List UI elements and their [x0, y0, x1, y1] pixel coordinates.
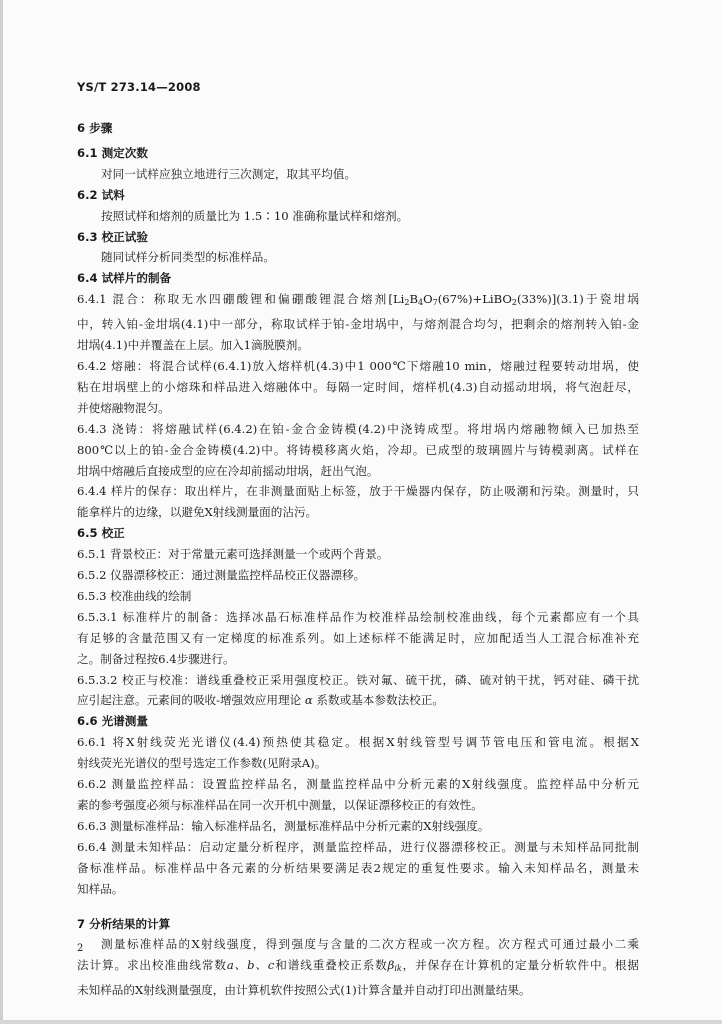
- subscript: 4: [417, 298, 424, 308]
- section-6-2-text: 按照试样和熔剂的质量比为 1.5∶10 准确称量试样和熔剂。: [101, 208, 409, 223]
- section-7-line-3: 未知样品的X射线测量强度，由计算机软件按照公式(1)计算含量并自动打印出测量结果。: [77, 983, 531, 998]
- section-6-4-4-line-1: 6.4.4 样片的保存：取出样片，在非测量面贴上标签，放于干燥器内保存，防止吸潮和污染。测量时，只: [77, 484, 639, 499]
- page-body: [77, 118, 639, 1001]
- section-6-5-title: 6.5 校正: [77, 526, 125, 541]
- section-6-6-1-line-1: 6.6.1 将X射线荧光光谱仪(4.4)预热使其稳定。根据X射线管型号调节管电压和管电流。根据X: [77, 735, 639, 750]
- section-6-6-4-line-3: 知样品。: [77, 881, 124, 896]
- text: ，并保存在计算机的定量分析软件中。根据: [401, 958, 639, 973]
- text: (67%)+LiBO: [437, 292, 512, 307]
- abc-symbols: a、b、c: [226, 958, 275, 973]
- section-6-4-4-line-2: 能拿样片的边缘，以避免X射线测量面的沾污。: [77, 505, 318, 520]
- section-6-5-3-1-line-3: 之。制备过程按6.4步骤进行。: [77, 651, 235, 666]
- section-7-title: 7 分析结果的计算: [77, 916, 171, 931]
- section-6-5-3-2-line-2: [77, 690, 639, 711]
- scan-bottom-edge: [0, 1020, 722, 1024]
- section-6-1-title: 6.1 测定次数: [77, 145, 148, 160]
- section-6-6-2-line-2: 素的参考强度必须与标准样品在同一次开机中测量，以保证漂移校正的有效性。: [77, 798, 483, 812]
- section-6-4-1-line-1: [77, 289, 639, 314]
- text: O: [423, 292, 433, 307]
- text: 法计算。求出校准曲线常数: [77, 958, 227, 973]
- section-6-4-2-line-1: 6.4.2 熔融：将混合试样(6.4.1)放入熔样机(4.3)中1 000℃下熔融10 min，熔融过程要转动坩埚，使: [77, 358, 639, 373]
- section-6-3-title: 6.3 校正试验: [77, 229, 148, 244]
- text: 和谱线重叠校正系数: [274, 958, 388, 973]
- section-6-6-1-line-2: 射线荧光光谱仪的型号选定工作参数(见附录A)。: [77, 756, 327, 771]
- text: B: [409, 292, 418, 307]
- section-6-2-title: 6.2 试料: [77, 187, 125, 202]
- standard-code: YS/T 273.14—2008: [77, 80, 201, 94]
- alpha-symbol: α: [304, 693, 313, 708]
- scan-edge: [0, 0, 3, 1024]
- section-6-5-3-1-line-1: 6.5.3.1 标准样片的制备：选择冰晶石标准样品作为校准样品绘制校准曲线，每个元素都应有一个具: [77, 609, 639, 624]
- page-number: 2: [77, 943, 84, 954]
- text: (33%)](3.1)于瓷坩埚: [516, 292, 639, 307]
- section-6-title: 6 步骤: [77, 121, 113, 135]
- section-6-4-1-line-2: 中，转入铂-金坩埚(4.1)中一部分，称取试样于铂-金坩埚中，与熔剂混合均匀，把剩余的熔剂转入铂-金: [77, 317, 639, 332]
- section-6-4-3-line-1: 6.4.3 浇铸：将熔融试样(6.4.2)在铂-金合金铸模(4.2)中浇铸成型。将坩埚内熔融物倾入已加热至: [77, 421, 639, 436]
- section-6-4-title: 6.4 试样片的制备: [77, 271, 172, 286]
- section-7-line-2: [77, 955, 639, 980]
- section-6-4-1-line-3: 坩埚(4.1)中并覆盖在上层。加入1滴脱膜剂。: [77, 338, 309, 353]
- subscript: 2: [404, 298, 410, 308]
- beta-symbol: β: [387, 958, 395, 973]
- beta-subscript: ik: [394, 964, 402, 974]
- section-6-5-3: 6.5.3 校准曲线的绘制: [77, 588, 192, 603]
- text: 6.4.1 混合：称取无水四硼酸锂和偏硼酸锂混合熔剂[Li: [77, 292, 405, 307]
- section-6-4-2-line-2: 粘在坩埚壁上的小熔珠和样品进入熔融体中。每隔一定时间，熔样机(4.3)自动摇动坩埚，将气泡赶尽，: [77, 379, 639, 394]
- section-6-4-2-line-3: 并使熔融物混匀。: [77, 400, 170, 415]
- section-6-5-1: 6.5.1 背景校正：对于常量元素可选择测量一个或两个背景。: [77, 547, 389, 562]
- section-6-6-title: 6.6 光谱测量: [77, 714, 148, 729]
- section-6-6-3: 6.6.3 测量标准样品：输入标准样品名，测量标准样品中分析元素的X射线强度。: [77, 818, 490, 833]
- section-6-5-3-2-line-1: 6.5.3.2 校正与校准：谱线重叠校正采用强度校正。铁对氟、硫干扰，磷、硫对钠干扰，钙对硅、磷干扰: [77, 672, 639, 687]
- section-6-6-4-line-2: 备标准样品。标准样品中各元素的分析结果要满足表2规定的重复性要求。输入未知样品名，测量未: [77, 860, 639, 875]
- section-6-3-text: 随同试样分析同类型的标准样品。: [101, 250, 275, 265]
- section-6-1-text: 对同一试样应独立地进行三次测定，取其平均值。: [101, 166, 357, 181]
- section-7-line-1: 测量标准样品的X射线强度，得到强度与含量的二次方程或一次方程。次方程式可通过最小二乘: [101, 937, 639, 952]
- spacer: [77, 900, 639, 914]
- section-6-4-3-line-3: 坩埚中熔融后直接成型的应在冷却前摇动坩埚，赶出气泡。: [77, 463, 379, 478]
- subscript: 7: [432, 298, 438, 308]
- text: 应引起注意。元素间的吸收-增强效应用理论: [77, 693, 302, 708]
- section-6-6-2-line-1: 6.6.2 测量监控样品：设置监控样品名，测量监控样品中分析元素的X射线强度。监控样品中分析元: [77, 777, 639, 792]
- section-6-6-4-line-1: 6.6.4 测量未知样品：启动定量分析程序，测量监控样品，进行仪器漂移校正。测量与未知样品同批制: [77, 839, 639, 854]
- section-6-5-2: 6.5.2 仪器漂移校正：通过测量监控样品校正仪器漂移。: [77, 568, 366, 583]
- text: 系数或基本参数法校正。: [316, 693, 444, 708]
- subscript: 2: [511, 298, 517, 308]
- section-6-5-3-1-line-2: 有足够的含量范围又有一定梯度的标准系列。如上述标样不能满足时，应加配适当人工混合标准补充: [77, 630, 639, 645]
- section-6-4-3-line-2: 800℃以上的铂-金合金铸模(4.2)中。将铸模移离火焰，冷却。已成型的玻璃圆片与铸模剥离。试样在: [77, 442, 639, 457]
